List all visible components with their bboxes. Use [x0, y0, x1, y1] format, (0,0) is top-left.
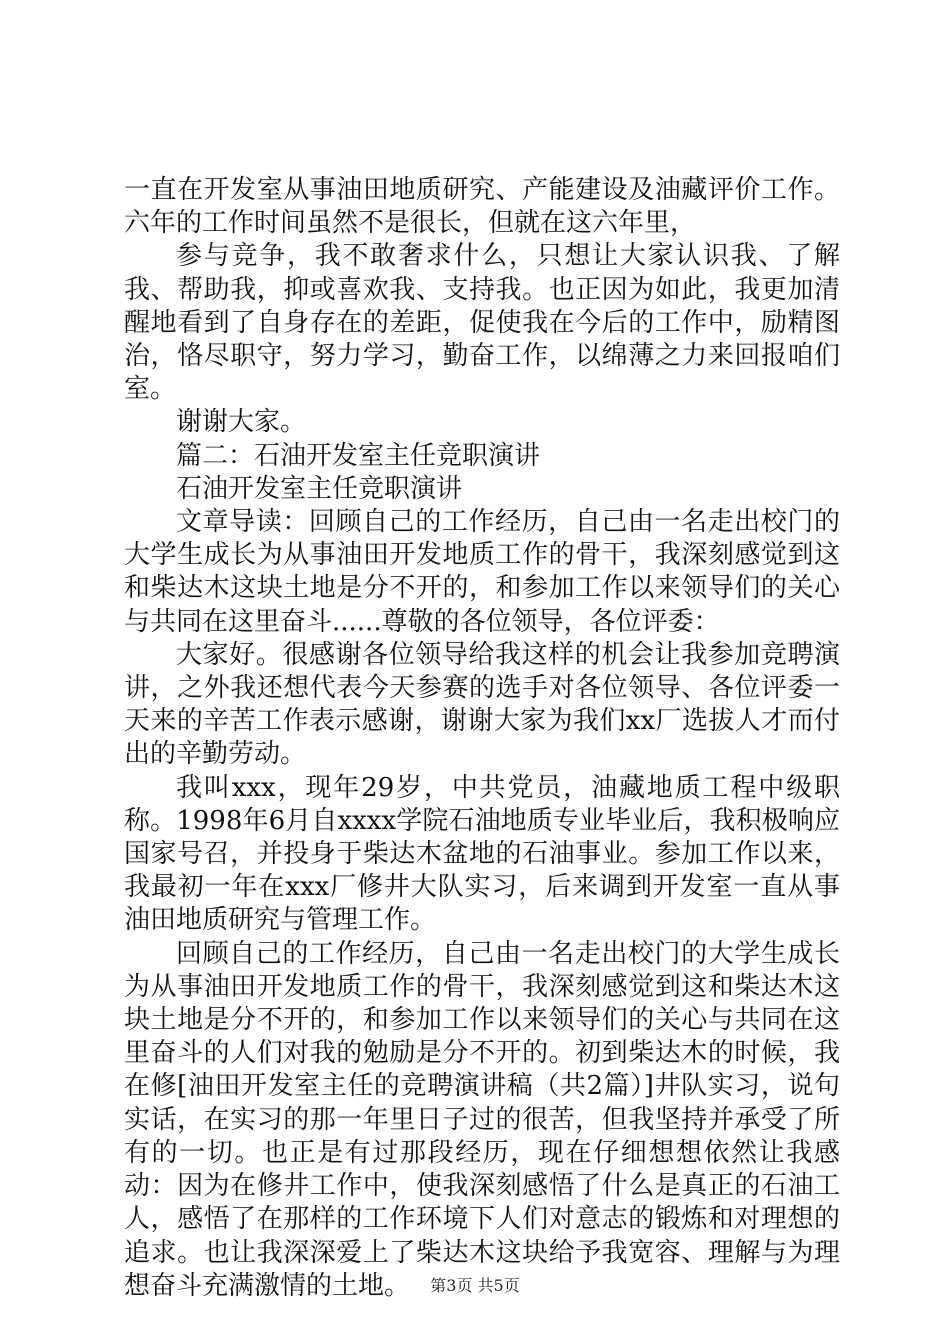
section-heading: 篇二：石油开发室主任竞职演讲 — [176, 440, 541, 471]
paragraph-6: 文章导读：回顾自己的工作经历，自己由一名走出校门的大学生成长为从事油田开发地质工作的骨干，我深刻感觉到这和柴达木这块土地是分不开的，和参加工作以来领导们的关心与共同在这里奋斗......尊敬的各位领导，各位评委： — [124, 507, 840, 637]
section-title: 石油开发室主任竞职演讲 — [176, 473, 463, 504]
paragraph-2: 参与竞争，我不敢奢求什么，只想让大家认识我、了解我、帮助我，抑或喜欢我、支持我。也正因为如此，我更加清醒地看到了自身存在的差距，促使我在今后的工作中，励精图治，恪尽职守，努力学习，勤奋工作，以绵薄之力来回报咱们室。 — [124, 241, 840, 405]
paragraph-1: 一直在开发室从事油田地质研究、产能建设及油藏评价工作。六年的工作时间虽然不是很长，但就在这六年里， — [124, 175, 840, 239]
paragraph-7: 大家好。很感谢各位领导给我这样的机会让我参加竞聘演讲，之外我还想代表今天参赛的选手对各位领导、各位评委一天来的辛苦工作表示感谢，谢谢大家为我们xx厂选拔人才而付出的辛勤劳动。 — [124, 639, 840, 770]
paragraph-8: 我叫xxx，现年29岁，中共党员，油藏地质工程中级职称。1998年6月自xxxx学院石油地质专业毕业后，我积极响应国家号召，并投身于柴达木盆地的石油事业。参加工作以来，我最初一年在xxx厂修井大队实习，后来调到开发室一直从事油田地质研究与管理工作。 — [124, 772, 840, 936]
page-number-footer: 第3页 共5页 — [430, 1276, 520, 1295]
document-body — [124, 174, 840, 1303]
paragraph-9: 回顾自己的工作经历，自己由一名走出校门的大学生成长为从事油田开发地质工作的骨干，我深刻感觉到这和柴达木这块土地是分不开的，和参加工作以来领导们的关心与共同在这里奋斗的人们对我的勉励是分不开的。初到柴达木的时候，我在修[油田开发室主任的竞聘演讲稿（共2篇）]井队实习，说句实话，在实习的那一年里日子过的很苦，但我坚持并承受了所有的一切。也正是有过那段经历，现在仔细想想依然让我感动：因为在修井工作中，使我深刻感悟了什么是真正的石油工人，感悟了在那样的工作环境下人们对意志的锻炼和对理想的追求。也让我深深爱上了柴达木这块给予我宽容、理解与为理想奋斗充满激情的土地。 — [124, 938, 840, 1301]
paragraph-3: 谢谢大家。 — [176, 407, 307, 438]
